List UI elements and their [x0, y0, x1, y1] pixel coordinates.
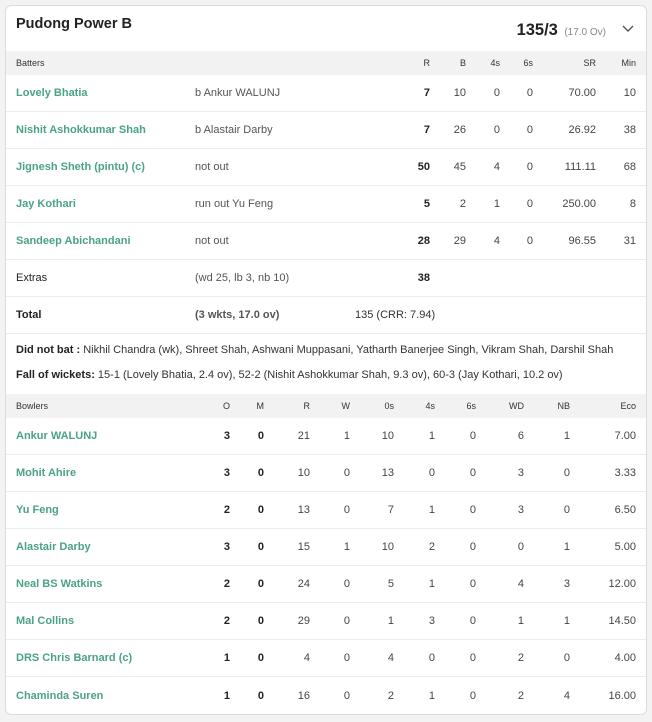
bowler-wides: 0: [517, 541, 524, 553]
batter-row: [6, 149, 646, 186]
bowler-name-link[interactable]: Mal Collins: [16, 615, 75, 627]
bowler-fours: 0: [428, 467, 435, 479]
bowler-dots: 10: [381, 541, 394, 553]
batter-balls: 2: [459, 198, 466, 210]
extras-detail: (wd 25, lb 3, nb 10): [195, 272, 290, 284]
bowler-dots: 13: [381, 467, 394, 479]
batter-fours: 4: [493, 161, 500, 173]
bowler-fours: 1: [428, 689, 435, 702]
batting-header-row: [6, 51, 646, 75]
bowler-name-link[interactable]: Alastair Darby: [16, 541, 91, 553]
bowler-fours: 3: [428, 615, 435, 627]
batter-name-link[interactable]: Sandeep Abichandani: [16, 235, 131, 247]
score-summary: [517, 21, 606, 40]
bowler-runs: 16: [297, 689, 310, 702]
bowler-row: [6, 492, 646, 529]
bowler-maidens: 0: [257, 615, 264, 627]
batter-balls: 26: [453, 124, 466, 136]
bowler-wides: 3: [517, 504, 524, 516]
bowl-runs-header: R: [303, 401, 310, 411]
batter-balls: 10: [453, 87, 466, 99]
bowler-wides: 3: [517, 467, 524, 479]
bowl-fours-header: 4s: [425, 401, 435, 411]
batters-header: Batters: [16, 58, 45, 68]
batter-runs: 5: [423, 198, 430, 210]
bowler-overs: 1: [223, 652, 230, 664]
bowler-wickets: 1: [343, 541, 350, 553]
bowler-dots: 5: [387, 578, 394, 590]
bowler-name-link[interactable]: Neal BS Watkins: [16, 578, 103, 590]
bowler-row: [6, 566, 646, 603]
bowler-no-balls: 4: [563, 689, 570, 702]
did-not-bat-label: Did not bat :: [16, 344, 81, 356]
bowler-runs: 10: [297, 467, 310, 479]
economy-header: Eco: [620, 401, 636, 411]
bowler-wides: 2: [517, 689, 524, 702]
bowler-maidens: 0: [257, 541, 264, 553]
batter-name-link[interactable]: Jay Kothari: [16, 198, 76, 210]
minutes-header: Min: [621, 58, 636, 68]
batter-strike-rate: 26.92: [568, 124, 596, 136]
batter-minutes: 31: [623, 235, 636, 247]
bowler-economy: 12.00: [608, 578, 636, 590]
bowler-runs: 13: [297, 504, 310, 516]
bowler-dots: 4: [387, 652, 394, 664]
bowler-no-balls: 1: [563, 541, 570, 553]
bowler-row: [6, 603, 646, 640]
bowl-sixes-header: 6s: [466, 401, 476, 411]
bowler-wickets: 1: [343, 430, 350, 442]
batter-row: [6, 186, 646, 223]
batter-minutes: 38: [623, 124, 636, 136]
wickets-header: W: [341, 401, 350, 411]
batter-sixes: 0: [526, 198, 533, 210]
bowler-maidens: 0: [257, 430, 264, 442]
bowler-sixes: 0: [469, 578, 476, 590]
batter-runs: 28: [417, 235, 430, 247]
batter-name-link[interactable]: Jignesh Sheth (pintu) (c): [16, 161, 145, 173]
innings-header[interactable]: [6, 6, 646, 51]
bowler-sixes: 0: [469, 652, 476, 664]
batter-fours: 0: [493, 124, 500, 136]
bowler-fours: 0: [428, 652, 435, 664]
bowler-wickets: 0: [343, 615, 350, 627]
batter-minutes: 10: [623, 87, 636, 99]
bowling-header-row: [6, 394, 646, 418]
bowler-economy: 6.50: [614, 504, 636, 516]
did-not-bat-players: Nikhil Chandra (wk), Shreet Shah, Ashwani Muppasani, Yatharth Banerjee Singh, Vikram Shah, Darshil Shah: [83, 344, 614, 356]
batting-rows: [6, 75, 646, 260]
bowler-sixes: 0: [469, 689, 476, 702]
batter-fours: 0: [493, 87, 500, 99]
fours-header: 4s: [490, 58, 500, 68]
bowler-row: [6, 455, 646, 492]
fall-of-wickets-label: Fall of wickets:: [16, 369, 95, 381]
bowler-dots: 2: [387, 689, 394, 702]
batter-balls: 29: [453, 235, 466, 247]
bowler-runs: 21: [297, 430, 310, 442]
bowler-row: [6, 677, 646, 714]
total-label: Total: [16, 309, 42, 321]
extras-value: 38: [417, 272, 430, 284]
bowler-no-balls: 0: [563, 504, 570, 516]
did-not-bat: [6, 338, 646, 363]
batter-runs: 7: [423, 124, 430, 136]
bowler-sixes: 0: [469, 504, 476, 516]
balls-header: B: [459, 58, 466, 68]
bowler-sixes: 0: [469, 615, 476, 627]
bowler-wides: 2: [517, 652, 524, 664]
bowler-no-balls: 3: [563, 578, 570, 590]
bowler-economy: 3.33: [614, 467, 636, 479]
bowler-dots: 7: [387, 504, 394, 516]
dismissal: not out: [195, 161, 229, 173]
bowler-overs: 2: [223, 504, 230, 516]
batter-name-link[interactable]: Lovely Bhatia: [16, 87, 88, 99]
bowler-no-balls: 1: [563, 615, 570, 627]
bowler-wickets: 0: [343, 578, 350, 590]
dismissal: not out: [195, 235, 229, 247]
runs-header: R: [423, 58, 430, 68]
bowler-name-link[interactable]: Mohit Ahire: [16, 467, 77, 479]
bowling-rows: [6, 418, 646, 714]
bowler-name-link[interactable]: Ankur WALUNJ: [16, 430, 98, 442]
bowler-row: [6, 640, 646, 677]
maidens-header: M: [256, 401, 264, 411]
bowler-runs: 4: [303, 652, 310, 664]
team-name: Pudong Power B: [16, 16, 132, 32]
overs-header: O: [222, 401, 230, 411]
total-detail: (3 wkts, 17.0 ov): [195, 309, 280, 321]
batter-strike-rate: 250.00: [562, 198, 596, 210]
dismissal: b Alastair Darby: [195, 124, 273, 136]
extras-row: [6, 260, 646, 297]
wides-header: WD: [509, 401, 524, 411]
bowler-dots: 1: [387, 615, 394, 627]
bowler-wides: 6: [517, 430, 524, 442]
bowler-wickets: 0: [343, 504, 350, 516]
batter-balls: 45: [453, 161, 466, 173]
extras-label: Extras: [16, 272, 48, 284]
bowler-sixes: 0: [469, 467, 476, 479]
bowler-overs: 2: [223, 615, 230, 627]
bowler-wides: 4: [517, 578, 524, 590]
bowler-economy: 14.50: [608, 615, 636, 627]
bowler-maidens: 0: [257, 652, 264, 664]
batter-runs: 50: [417, 161, 430, 173]
dismissal: b Ankur WALUNJ: [195, 87, 281, 99]
bowler-maidens: 0: [257, 578, 264, 590]
current-run-rate: (CRR: 7.94): [376, 309, 436, 321]
batter-sixes: 0: [526, 235, 533, 247]
batter-sixes: 0: [526, 161, 533, 173]
bowler-name-link[interactable]: Chaminda Suren: [16, 689, 104, 702]
batter-minutes: 8: [629, 198, 636, 210]
bowler-no-balls: 0: [563, 652, 570, 664]
bowler-fours: 1: [428, 430, 435, 442]
bowler-maidens: 0: [257, 504, 264, 516]
fall-of-wickets-detail: 15-1 (Lovely Bhatia, 2.4 ov), 52-2 (Nishit Ashokkumar Shah, 9.3 ov), 60-3 (Jay Kothari, 10.2 ov): [97, 369, 563, 381]
total-score: [355, 309, 435, 321]
bowler-no-balls: 0: [563, 467, 570, 479]
bowler-economy: 4.00: [614, 652, 636, 664]
total-row: [6, 297, 646, 334]
chevron-down-icon[interactable]: [622, 24, 634, 34]
bowler-maidens: 0: [257, 689, 264, 702]
bowler-economy: 5.00: [614, 541, 636, 553]
dots-header: 0s: [384, 401, 394, 411]
batter-sixes: 0: [526, 124, 533, 136]
bowler-overs: 3: [223, 541, 230, 553]
bowler-wickets: 0: [343, 467, 350, 479]
batter-row: [6, 75, 646, 112]
batter-strike-rate: 70.00: [568, 87, 596, 99]
bowler-maidens: 0: [257, 467, 264, 479]
batter-fours: 1: [493, 198, 500, 210]
fall-of-wickets: [6, 363, 646, 390]
bowler-sixes: 0: [469, 541, 476, 553]
bowler-overs: 3: [223, 430, 230, 442]
bowler-runs: 24: [297, 578, 310, 590]
dismissal: run out Yu Feng: [195, 198, 274, 210]
bowler-overs: 2: [223, 578, 230, 590]
innings-card: [5, 5, 647, 715]
bowler-dots: 10: [381, 430, 394, 442]
total-value: 135: [355, 309, 374, 321]
bowler-economy: 16.00: [608, 689, 636, 702]
batter-row: [6, 112, 646, 149]
batter-runs: 7: [423, 87, 430, 99]
bowler-economy: 7.00: [614, 430, 636, 442]
team-overs: (17.0 Ov): [564, 27, 606, 38]
bowler-no-balls: 1: [563, 430, 570, 442]
bowler-fours: 2: [428, 541, 435, 553]
batter-sixes: 0: [526, 87, 533, 99]
bowler-overs: 1: [223, 689, 230, 702]
bowler-wides: 1: [517, 615, 524, 627]
bowler-sixes: 0: [469, 430, 476, 442]
bowler-name-link[interactable]: DRS Chris Barnard (c): [16, 652, 133, 664]
bowler-overs: 3: [223, 467, 230, 479]
batter-strike-rate: 111.11: [564, 161, 596, 173]
bowlers-header: Bowlers: [16, 401, 49, 411]
batter-strike-rate: 96.55: [568, 235, 596, 247]
batter-name-link[interactable]: Nishit Ashokkumar Shah: [16, 124, 146, 136]
batter-fours: 4: [493, 235, 500, 247]
bowler-name-link[interactable]: Yu Feng: [16, 504, 59, 516]
bowler-fours: 1: [428, 578, 435, 590]
bowler-row: [6, 418, 646, 455]
batter-row: [6, 223, 646, 260]
bowler-wickets: 0: [343, 652, 350, 664]
batter-minutes: 68: [623, 161, 636, 173]
no-balls-header: NB: [557, 401, 570, 411]
bowler-runs: 29: [297, 615, 310, 627]
sixes-header: 6s: [523, 58, 533, 68]
bowler-runs: 15: [297, 541, 310, 553]
bowler-row: [6, 529, 646, 566]
bowler-wickets: 0: [343, 689, 350, 702]
bowler-fours: 1: [428, 504, 435, 516]
team-score: 135/3: [516, 21, 558, 39]
strike-rate-header: SR: [583, 58, 596, 68]
